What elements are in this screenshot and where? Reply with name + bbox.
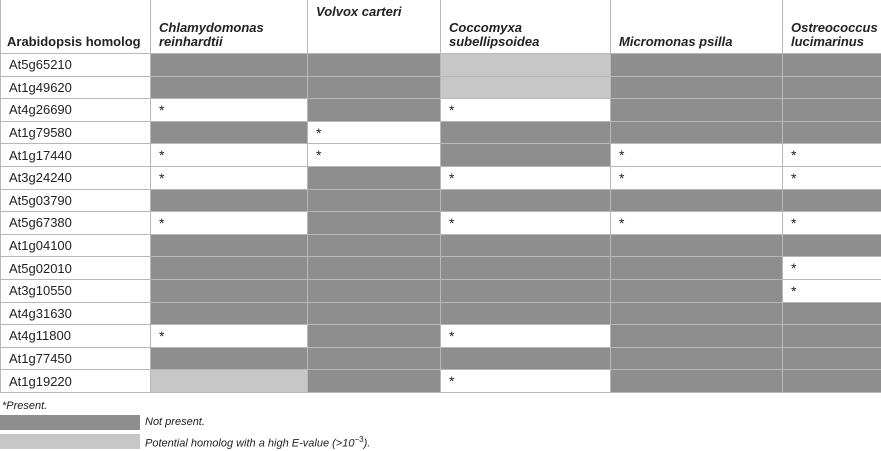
present-marker: * — [449, 214, 455, 231]
gene-id-cell: At5g65210 — [1, 54, 151, 77]
header-coccomyxa-line2: subellipsoidea — [449, 34, 540, 49]
not-present-label: Not present. — [145, 416, 205, 428]
header-chlamydomonas — [151, 0, 308, 54]
potential-label — [145, 435, 370, 450]
present-cell — [151, 144, 308, 167]
present-cell — [783, 257, 881, 280]
not-present-cell — [611, 121, 783, 144]
gene-id-cell: At5g03790 — [1, 189, 151, 212]
not-present-cell — [783, 302, 881, 325]
header-micromonas — [611, 0, 783, 54]
not-present-cell — [783, 325, 881, 348]
not-present-cell — [611, 189, 783, 212]
not-present-cell — [611, 347, 783, 370]
header-coccomyxa-line1: Coccomyxa — [449, 20, 522, 35]
not-present-cell — [308, 257, 441, 280]
not-present-cell — [308, 279, 441, 302]
potential-swatch — [0, 434, 140, 449]
not-present-cell — [783, 54, 881, 77]
present-marker: * — [619, 214, 625, 231]
not-present-cell — [151, 54, 308, 77]
not-present-cell — [308, 166, 441, 189]
present-cell — [151, 212, 308, 235]
header-ostreococcus-line1: Ostreococcus — [791, 20, 878, 35]
potential-label-exponent: −3 — [354, 435, 364, 444]
not-present-cell — [308, 347, 441, 370]
potential-label-suffix: ). — [363, 437, 371, 450]
not-present-cell — [611, 302, 783, 325]
present-cell — [783, 279, 881, 302]
gene-id-cell: At4g31630 — [1, 302, 151, 325]
not-present-cell — [151, 189, 308, 212]
not-present-cell — [151, 279, 308, 302]
not-present-cell — [151, 302, 308, 325]
header-ostreococcus-line2: lucimarinus — [791, 34, 864, 49]
gene-id-cell: At5g02010 — [1, 257, 151, 280]
present-marker: * — [619, 169, 625, 186]
present-cell — [441, 212, 611, 235]
table-row — [1, 347, 881, 370]
table-row — [1, 121, 881, 144]
gene-id-cell: At1g49620 — [1, 76, 151, 99]
gene-id-cell: At1g19220 — [1, 370, 151, 393]
not-present-cell — [151, 76, 308, 99]
not-present-cell — [308, 99, 441, 122]
not-present-cell — [441, 302, 611, 325]
not-present-cell — [308, 325, 441, 348]
present-marker: * — [791, 260, 797, 277]
not-present-cell — [151, 234, 308, 257]
gene-id-cell: At4g11800 — [1, 325, 151, 348]
present-marker: * — [791, 169, 797, 186]
table-row — [1, 76, 881, 99]
header-ostreococcus — [783, 0, 881, 54]
not-present-cell — [611, 234, 783, 257]
legend-not-present — [0, 415, 881, 430]
present-cell — [441, 166, 611, 189]
table-row — [1, 302, 881, 325]
not-present-cell — [308, 54, 441, 77]
table-row — [1, 257, 881, 280]
present-cell — [308, 121, 441, 144]
not-present-cell — [441, 121, 611, 144]
present-marker: * — [449, 327, 455, 344]
present-cell — [441, 325, 611, 348]
present-marker: * — [791, 214, 797, 231]
potential-label-prefix: Potential homolog with a high E-value (>10 — [145, 437, 355, 450]
present-cell — [783, 144, 881, 167]
header-coccomyxa — [441, 0, 611, 54]
present-marker: * — [449, 101, 455, 118]
not-present-cell — [783, 347, 881, 370]
gene-id-cell: At3g24240 — [1, 166, 151, 189]
present-marker: * — [159, 101, 165, 118]
present-marker: * — [791, 147, 797, 164]
table-row — [1, 325, 881, 348]
present-cell — [441, 99, 611, 122]
present-cell — [783, 212, 881, 235]
not-present-cell — [611, 257, 783, 280]
present-footnote: *Present. — [2, 400, 48, 412]
present-marker: * — [449, 373, 455, 390]
present-cell — [151, 99, 308, 122]
table-row — [1, 99, 881, 122]
not-present-cell — [441, 189, 611, 212]
not-present-cell — [783, 234, 881, 257]
gene-id-cell: At5g67380 — [1, 212, 151, 235]
not-present-cell — [308, 302, 441, 325]
potential-homolog-cell — [441, 54, 611, 77]
present-marker: * — [159, 147, 165, 164]
not-present-cell — [783, 76, 881, 99]
present-cell — [441, 370, 611, 393]
present-cell — [611, 144, 783, 167]
present-cell — [783, 166, 881, 189]
not-present-cell — [308, 76, 441, 99]
not-present-cell — [441, 279, 611, 302]
table-row — [1, 189, 881, 212]
not-present-cell — [611, 370, 783, 393]
present-marker: * — [316, 147, 322, 164]
not-present-cell — [783, 121, 881, 144]
potential-homolog-cell — [441, 76, 611, 99]
potential-homolog-cell — [151, 370, 308, 393]
present-cell — [308, 144, 441, 167]
present-marker: * — [619, 147, 625, 164]
not-present-cell — [151, 121, 308, 144]
gene-id-cell: At3g10550 — [1, 279, 151, 302]
present-cell — [611, 212, 783, 235]
table-row — [1, 166, 881, 189]
present-cell — [151, 325, 308, 348]
not-present-cell — [441, 347, 611, 370]
table-row — [1, 234, 881, 257]
gene-id-cell: At1g77450 — [1, 347, 151, 370]
not-present-cell — [441, 257, 611, 280]
not-present-cell — [308, 189, 441, 212]
present-cell — [151, 166, 308, 189]
not-present-cell — [441, 234, 611, 257]
present-marker: * — [159, 214, 165, 231]
not-present-cell — [151, 257, 308, 280]
not-present-cell — [308, 212, 441, 235]
header-volvox-line1: Volvox carteri — [316, 4, 402, 19]
not-present-cell — [308, 370, 441, 393]
present-marker: * — [316, 124, 322, 141]
table-row — [1, 212, 881, 235]
header-row — [1, 0, 881, 54]
legend-potential — [0, 434, 881, 449]
present-marker: * — [791, 282, 797, 299]
not-present-cell — [151, 347, 308, 370]
not-present-cell — [783, 189, 881, 212]
gene-id-cell: At1g04100 — [1, 234, 151, 257]
table-row — [1, 54, 881, 77]
not-present-cell — [308, 234, 441, 257]
not-present-cell — [611, 325, 783, 348]
header-arabidopsis: Arabidopsis homolog — [1, 0, 151, 54]
table-body — [1, 54, 881, 393]
not-present-cell — [611, 54, 783, 77]
not-present-cell — [783, 99, 881, 122]
not-present-swatch — [0, 415, 140, 430]
table-row — [1, 370, 881, 393]
header-chlamydomonas-line2: reinhardtii — [159, 34, 223, 49]
table-row — [1, 144, 881, 167]
header-micromonas-line1: Micromonas psilla — [619, 34, 733, 49]
gene-id-cell: At1g79580 — [1, 121, 151, 144]
header-volvox — [308, 0, 441, 54]
present-marker: * — [449, 169, 455, 186]
not-present-cell — [611, 99, 783, 122]
gene-id-cell: At1g17440 — [1, 144, 151, 167]
table-row — [1, 279, 881, 302]
gene-id-cell: At4g26690 — [1, 99, 151, 122]
present-cell — [611, 166, 783, 189]
not-present-cell — [611, 76, 783, 99]
not-present-cell — [783, 370, 881, 393]
not-present-cell — [611, 279, 783, 302]
present-marker: * — [159, 327, 165, 344]
not-present-cell — [441, 144, 611, 167]
header-chlamydomonas-line1: Chlamydomonas — [159, 20, 264, 35]
present-marker: * — [159, 169, 165, 186]
